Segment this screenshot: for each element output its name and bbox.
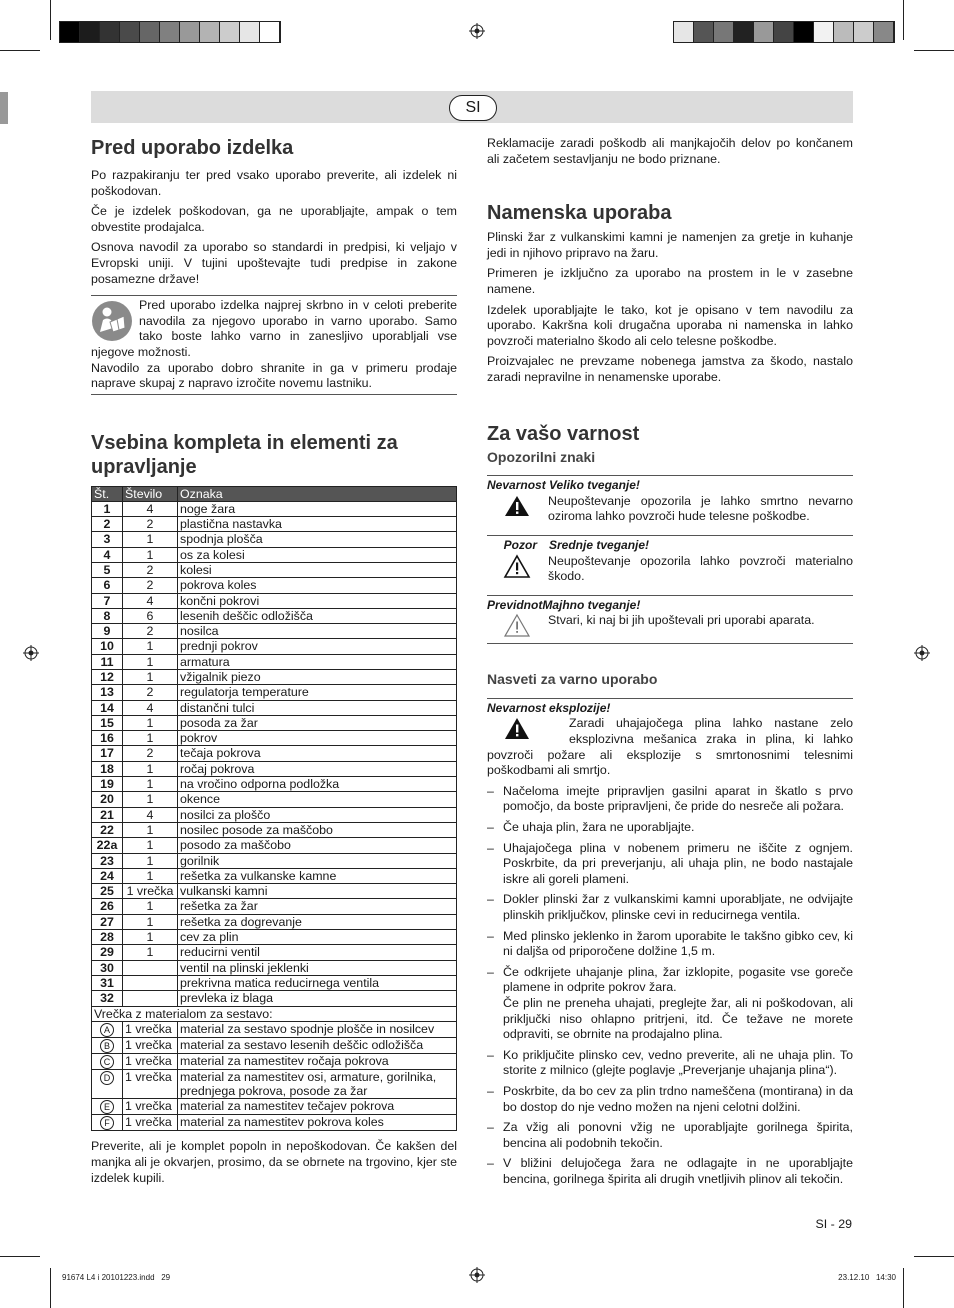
part-number: 20 <box>92 792 123 807</box>
part-name: vžigalnik piezo <box>178 669 457 684</box>
table-row <box>92 807 457 822</box>
section-title-namenska: Namenska uporaba <box>487 202 672 225</box>
part-name: okence <box>178 792 457 807</box>
language-badge: SI <box>449 95 497 121</box>
bag-content: material za namestitev tečajev pokrova <box>178 1099 457 1115</box>
warning-label: Pozor <box>503 537 537 552</box>
part-number: 21 <box>92 807 123 822</box>
color-bar-right <box>673 21 895 43</box>
table-row <box>92 1099 457 1115</box>
part-quantity: 1 <box>123 899 178 914</box>
bag-quantity: 1 vrečka <box>123 1021 178 1037</box>
part-name: prekrivna matica reducirnega ventila <box>178 975 457 990</box>
table-row <box>92 914 457 929</box>
part-name: vulkanski kamni <box>178 884 457 899</box>
bag-letter-cell <box>92 1037 123 1053</box>
subtitle-opozorilni: Opozorilni znaki <box>487 448 596 465</box>
list-item-text: Dokler plinski žar z vulkanskimi kamni uporabljate, ne odvijajte plinskih priključkov, plinske cevi in reducirnega ventila. <box>503 892 853 922</box>
paragraph: Plinski žar z vulkanskimi kamni je namenjen za gretje in kuhanje jedi in njihovo pripravo na žaru. <box>487 230 853 260</box>
bag-content: material za sestavo lesenih deščic odložišča <box>178 1037 457 1053</box>
part-quantity: 1 <box>123 945 178 960</box>
bag-letter-cell <box>92 1021 123 1037</box>
part-number: 17 <box>92 746 123 761</box>
part-number: 5 <box>92 562 123 577</box>
part-name: os za kolesi <box>178 547 457 562</box>
warning-heading: PrevidnotMajhno tveganje! <box>487 597 641 612</box>
subtitle-nasveti: Nasveti za varno uporabo <box>487 671 658 688</box>
list-item-text: Uhajajočega plina v nobenem primeru ne iščite z ognjem. Poskrbite, da pri preverjanju, ali uhaja plin, ne bodo nastajale iskre ali goreli plameni. <box>503 840 853 886</box>
list-item-text: Za vžig ali ponovni vžig ne uporabljajte gorilnega špirita, bencina ali podobnih tekočin. <box>503 1120 853 1150</box>
crop-mark <box>50 0 51 40</box>
part-quantity: 1 <box>123 838 178 853</box>
part-quantity: 6 <box>123 608 178 623</box>
safety-list <box>487 784 853 1188</box>
bag-letter: E <box>100 1100 114 1114</box>
part-number: 28 <box>92 930 123 945</box>
part-number: 15 <box>92 715 123 730</box>
table-row <box>92 899 457 914</box>
part-quantity: 1 <box>123 853 178 868</box>
part-quantity: 4 <box>123 501 178 516</box>
registration-mark-icon <box>469 1267 485 1283</box>
part-quantity: 1 <box>123 654 178 669</box>
table-row <box>92 624 457 639</box>
table-row <box>92 593 457 608</box>
part-quantity <box>123 975 178 990</box>
warning-text <box>487 716 853 778</box>
crop-mark <box>0 1256 40 1257</box>
part-quantity: 1 <box>123 715 178 730</box>
part-quantity: 1 vrečka <box>123 884 178 899</box>
danger-warning-icon <box>487 494 548 518</box>
section-title-pred-uporabo: Pred uporabo izdelka <box>91 137 294 159</box>
table-row <box>92 884 457 899</box>
note-text-2: Navodilo za uporabo dobro shranite in ga v primeru prodaje naprave skupaj z napravo izročite novemu lastniku. <box>91 360 457 391</box>
warning-heading: Nevarnost eksplozije! <box>487 700 611 715</box>
part-name: nosilca <box>178 624 457 639</box>
list-item <box>487 1156 853 1187</box>
part-name: posodo za maščobo <box>178 838 457 853</box>
section-title-varnost: Za vašo varnost <box>487 422 640 445</box>
bag-letter: D <box>100 1071 114 1085</box>
table-row <box>92 715 457 730</box>
part-quantity: 2 <box>123 685 178 700</box>
part-name: na vročino odporna podložka <box>178 777 457 792</box>
part-name: rešetka za žar <box>178 899 457 914</box>
table-row <box>92 991 457 1006</box>
table-row <box>92 654 457 669</box>
part-name: lesenih deščic odložišča <box>178 608 457 623</box>
part-quantity: 1 <box>123 639 178 654</box>
warning-level: Srednje tveganje! <box>549 537 650 552</box>
part-quantity: 1 <box>123 777 178 792</box>
paragraph: Primeren je izključno za uporabo na prostem in le v zasebne namene. <box>487 266 853 296</box>
footer-file: 91674 L4 i 20101223.indd 29 <box>62 1273 171 1282</box>
bag-letter-cell <box>92 1069 123 1099</box>
bag-letter-cell <box>92 1099 123 1115</box>
part-number: 29 <box>92 945 123 960</box>
bag-content: material za sestavo spodnje plošče in nosilcev <box>178 1021 457 1037</box>
table-row <box>92 792 457 807</box>
bag-letter-cell <box>92 1053 123 1069</box>
warning-heading <box>487 538 853 554</box>
part-name: končni pokrovi <box>178 593 457 608</box>
table-row <box>92 1069 457 1099</box>
warning-block-danger <box>487 475 853 529</box>
bag-header: Vrečka z materialom za sestavo: <box>92 1006 457 1021</box>
list-item <box>487 965 853 1043</box>
part-number: 31 <box>92 975 123 990</box>
part-number: 9 <box>92 624 123 639</box>
part-name: plastična nastavka <box>178 517 457 532</box>
read-manual-note <box>91 295 457 395</box>
col-header: Število <box>123 486 178 501</box>
part-name: nosilec posode za maščobo <box>178 822 457 837</box>
part-quantity: 1 <box>123 914 178 929</box>
part-quantity: 1 <box>123 792 178 807</box>
part-name: ročaj pokrova <box>178 761 457 776</box>
section-title-vsebina: Vsebina kompleta in elementi za upravljanje <box>91 431 398 478</box>
part-number: 7 <box>92 593 123 608</box>
list-item <box>487 1048 853 1079</box>
table-row <box>92 608 457 623</box>
part-number: 23 <box>92 853 123 868</box>
color-bar-left <box>59 21 281 43</box>
part-quantity: 2 <box>123 624 178 639</box>
table-row <box>92 853 457 868</box>
part-number: 3 <box>92 532 123 547</box>
bag-quantity: 1 vrečka <box>123 1115 178 1131</box>
table-row <box>92 685 457 700</box>
part-number: 32 <box>92 991 123 1006</box>
table-row <box>92 930 457 945</box>
part-number: 4 <box>92 547 123 562</box>
table-row <box>92 822 457 837</box>
crop-mark <box>914 50 954 51</box>
list-item <box>487 820 853 836</box>
col-header: Št. <box>92 486 123 501</box>
part-number: 13 <box>92 685 123 700</box>
bag-quantity: 1 vrečka <box>123 1069 178 1099</box>
crop-mark <box>903 1268 904 1308</box>
col-header: Oznaka <box>178 486 457 501</box>
part-number: 1 <box>92 501 123 516</box>
part-quantity: 1 <box>123 868 178 883</box>
bag-content: material za namestitev ročaja pokrova <box>178 1053 457 1069</box>
part-quantity: 4 <box>123 700 178 715</box>
part-quantity: 4 <box>123 593 178 608</box>
crop-mark <box>0 50 40 51</box>
list-item <box>487 1120 853 1151</box>
registration-mark-icon <box>23 645 39 661</box>
part-number: 6 <box>92 578 123 593</box>
warning-block-caution <box>487 535 853 589</box>
list-item-text: V bližini delujočega žara ne odlagajte in ne uporabljajte bencina, gorilnega špirita ali drugih vnetljivih plinov ali tekočin. <box>503 1156 853 1186</box>
list-item-text: Ko priključite plinsko cev, vedno preverite, ali ne uhaja plin. To storite z milnico (glejte poglavje „Preverjanje uhajanja plina“). <box>503 1047 853 1078</box>
part-quantity: 4 <box>123 807 178 822</box>
crop-mark <box>914 1256 954 1257</box>
page-number: SI - 29 <box>815 1217 852 1231</box>
part-number: 27 <box>92 914 123 929</box>
part-number: 11 <box>92 654 123 669</box>
part-name: prevleka iz blaga <box>178 991 457 1006</box>
part-number: 10 <box>92 639 123 654</box>
crop-mark <box>50 1268 51 1308</box>
explosion-text: Zaradi uhajajočega plina lahko nastane zelo eksplozivna mešanica zraka in plina, ki lahko povzroči požare ali eksplozije s smrtonosnimi telesnimi poškodbami ali smrtjo. <box>487 716 853 778</box>
table-row <box>92 1006 457 1021</box>
bag-letter: F <box>100 1116 114 1130</box>
read-manual-icon <box>91 300 133 342</box>
registration-mark-icon <box>469 23 485 39</box>
table-row <box>92 868 457 883</box>
bag-quantity: 1 vrečka <box>123 1037 178 1053</box>
list-item-text: Med plinsko jeklenko in žarom uporabite le takšno gibko cev, ki ni daljša od priporočene dolžine 1,5 m. <box>503 928 853 959</box>
part-quantity: 2 <box>123 517 178 532</box>
table-row <box>92 731 457 746</box>
explosion-warning <box>487 698 853 779</box>
page-edge-mark <box>0 92 8 124</box>
bag-letter: A <box>100 1023 114 1037</box>
part-number: 22 <box>92 822 123 837</box>
table-row <box>92 975 457 990</box>
bag-content: material za namestitev pokrova koles <box>178 1115 457 1131</box>
part-name: ventil na plinski jeklenki <box>178 960 457 975</box>
table-row <box>92 1053 457 1069</box>
list-item <box>487 929 853 960</box>
bag-quantity: 1 vrečka <box>123 1053 178 1069</box>
warning-label: Nevarnost <box>487 478 546 493</box>
list-item-text: Če odkrijete uhajanje plina, žar izklopite, pogasite vse goreče plamene in odprite pokrov žara. <box>503 964 853 995</box>
table-row <box>92 945 457 960</box>
bag-letter-cell <box>92 1115 123 1131</box>
part-name: reducirni ventil <box>178 945 457 960</box>
table-row <box>92 1021 457 1037</box>
left-column <box>91 136 457 1191</box>
notice-warning-icon <box>487 613 548 639</box>
part-name: noge žara <box>178 501 457 516</box>
caution-warning-icon <box>487 554 548 580</box>
part-number: 19 <box>92 777 123 792</box>
part-quantity <box>123 960 178 975</box>
part-name: posoda za žar <box>178 715 457 730</box>
crop-mark <box>903 0 904 40</box>
part-quantity: 1 <box>123 669 178 684</box>
table-row <box>92 960 457 975</box>
warning-level: Veliko tveganje! <box>549 478 640 493</box>
table-row <box>92 1115 457 1131</box>
part-quantity: 1 <box>123 731 178 746</box>
paragraph: Reklamacije zaradi poškodb ali manjkajočih delov po končanem ali začetem sestavljanju ne bodo priznane. <box>487 136 853 166</box>
table-row <box>92 532 457 547</box>
part-quantity <box>123 991 178 1006</box>
paragraph: Po razpakiranju ter pred vsako uporabo preverite, ali izdelek ni poškodovan. <box>91 168 457 198</box>
paragraph: Osnova navodil za uporabo so standardi in predpisi, ki veljajo v Evropski uniji. V tujini upoštevajte tudi predpise in zakone posamezne države! <box>91 240 457 286</box>
part-name: regulatorja temperature <box>178 685 457 700</box>
part-number: 12 <box>92 669 123 684</box>
parts-table <box>91 486 457 1132</box>
list-item-text: Če uhaja plin, žara ne uporabljajte. <box>503 820 695 835</box>
registration-mark-icon <box>914 645 930 661</box>
part-quantity: 1 <box>123 761 178 776</box>
table-row <box>92 838 457 853</box>
part-quantity: 2 <box>123 746 178 761</box>
note-text: Pred uporabo izdelka najprej skrbno in v celoti preberite navodila za njegovo uporabo in varno uporabo. Samo tako boste lahko varno in zanesljivo uporabljali vse njegove možnosti. <box>91 298 457 359</box>
table-row <box>92 578 457 593</box>
table-row <box>92 547 457 562</box>
part-quantity: 1 <box>123 822 178 837</box>
part-number: 16 <box>92 731 123 746</box>
list-item <box>487 892 853 923</box>
paragraph-after-table: Preverite, ali je komplet popoln in nepoškodovan. Če kakšen del manjka ali je okvarjen, prosimo, da se obrnete na trgovino, kjer ste izdelek kupili. <box>91 1139 457 1185</box>
part-quantity: 2 <box>123 578 178 593</box>
table-row <box>92 669 457 684</box>
part-name: pokrov <box>178 731 457 746</box>
part-quantity: 2 <box>123 562 178 577</box>
bag-letter: B <box>100 1039 114 1053</box>
part-number: 22a <box>92 838 123 853</box>
part-number: 2 <box>92 517 123 532</box>
table-row <box>92 1037 457 1053</box>
list-item-text: Poskrbite, da bo cev za plin trdno nameščena (montirana) in da bo dostop do nje vedno možen na njeni celotni dolžini. <box>503 1083 853 1114</box>
table-row <box>92 700 457 715</box>
part-name: prednji pokrov <box>178 639 457 654</box>
table-row <box>92 777 457 792</box>
table-row <box>92 746 457 761</box>
part-name: tečaja pokrova <box>178 746 457 761</box>
part-name: spodnja plošča <box>178 532 457 547</box>
part-name: gorilnik <box>178 853 457 868</box>
part-number: 8 <box>92 608 123 623</box>
part-number: 26 <box>92 899 123 914</box>
part-number: 30 <box>92 960 123 975</box>
part-quantity: 1 <box>123 547 178 562</box>
danger-warning-icon <box>487 716 569 742</box>
paragraph: Proizvajalec ne prevzame nobenega jamstva za škodo, nastalo zaradi nepravilne in nenamenske uporabe. <box>487 354 853 384</box>
part-quantity: 1 <box>123 532 178 547</box>
bag-content: material za namestitev osi, armature, gorilnika, prednjega pokrova, posode za žar <box>178 1069 457 1099</box>
list-item <box>487 1084 853 1115</box>
part-name: distančni tulci <box>178 700 457 715</box>
part-quantity: 1 <box>123 930 178 945</box>
part-name: armatura <box>178 654 457 669</box>
footer-date: 23.12.10 14:30 <box>838 1273 896 1282</box>
part-name: cev za plin <box>178 930 457 945</box>
bag-letter: C <box>100 1055 114 1069</box>
table-row <box>92 501 457 516</box>
warning-block-notice <box>487 595 853 645</box>
part-number: 25 <box>92 884 123 899</box>
part-name: nosilci za ploščo <box>178 807 457 822</box>
list-item <box>487 784 853 815</box>
part-number: 14 <box>92 700 123 715</box>
table-row <box>92 639 457 654</box>
part-name: pokrova koles <box>178 578 457 593</box>
bag-quantity: 1 vrečka <box>123 1099 178 1115</box>
paragraph: Izdelek uporabljajte le tako, kot je opisano v tem navodilu za uporabo. Kakršna koli drugačna uporaba ni namenska in lahko povzroči materialno škodo ali celo telesne poškodbe. <box>487 302 853 348</box>
table-row <box>92 761 457 776</box>
part-number: 18 <box>92 761 123 776</box>
table-row <box>92 517 457 532</box>
right-column <box>487 136 853 1193</box>
part-name: kolesi <box>178 562 457 577</box>
part-name: rešetka za dogrevanje <box>178 914 457 929</box>
paragraph: Če je izdelek poškodovan, ga ne uporabljajte, ampak o tem obvestite prodajalca. <box>91 204 457 234</box>
warning-heading <box>487 478 853 494</box>
warning-text: Stvari, ki naj bi jih upoštevali pri uporabi aparata. <box>548 613 815 628</box>
list-item <box>487 841 853 888</box>
part-name: rešetka za vulkanske kamne <box>178 868 457 883</box>
warning-text: Neupoštevanje opozorila lahko povzroči materialno škodo. <box>548 553 853 584</box>
table-row <box>92 562 457 577</box>
list-item-text: Načeloma imejte pripravljen gasilni aparat in škatlo s prvo pomočjo, da boste pripravljeni, če pride do nesreče ali požara. <box>503 783 853 814</box>
list-item-continuation: Če plin ne preneha uhajati, preglejte žar, ali ni poškodovan, ali priključki niso ohlapno pritrjeni, itd. Če težave ne morete odpraviti, se obrnite na prodajalno plina. <box>503 995 853 1042</box>
part-number: 24 <box>92 868 123 883</box>
warning-text: Neupoštevanje opozorila je lahko smrtno nevarno oziroma lahko povzroči hude telesne poškodbe. <box>548 493 853 524</box>
